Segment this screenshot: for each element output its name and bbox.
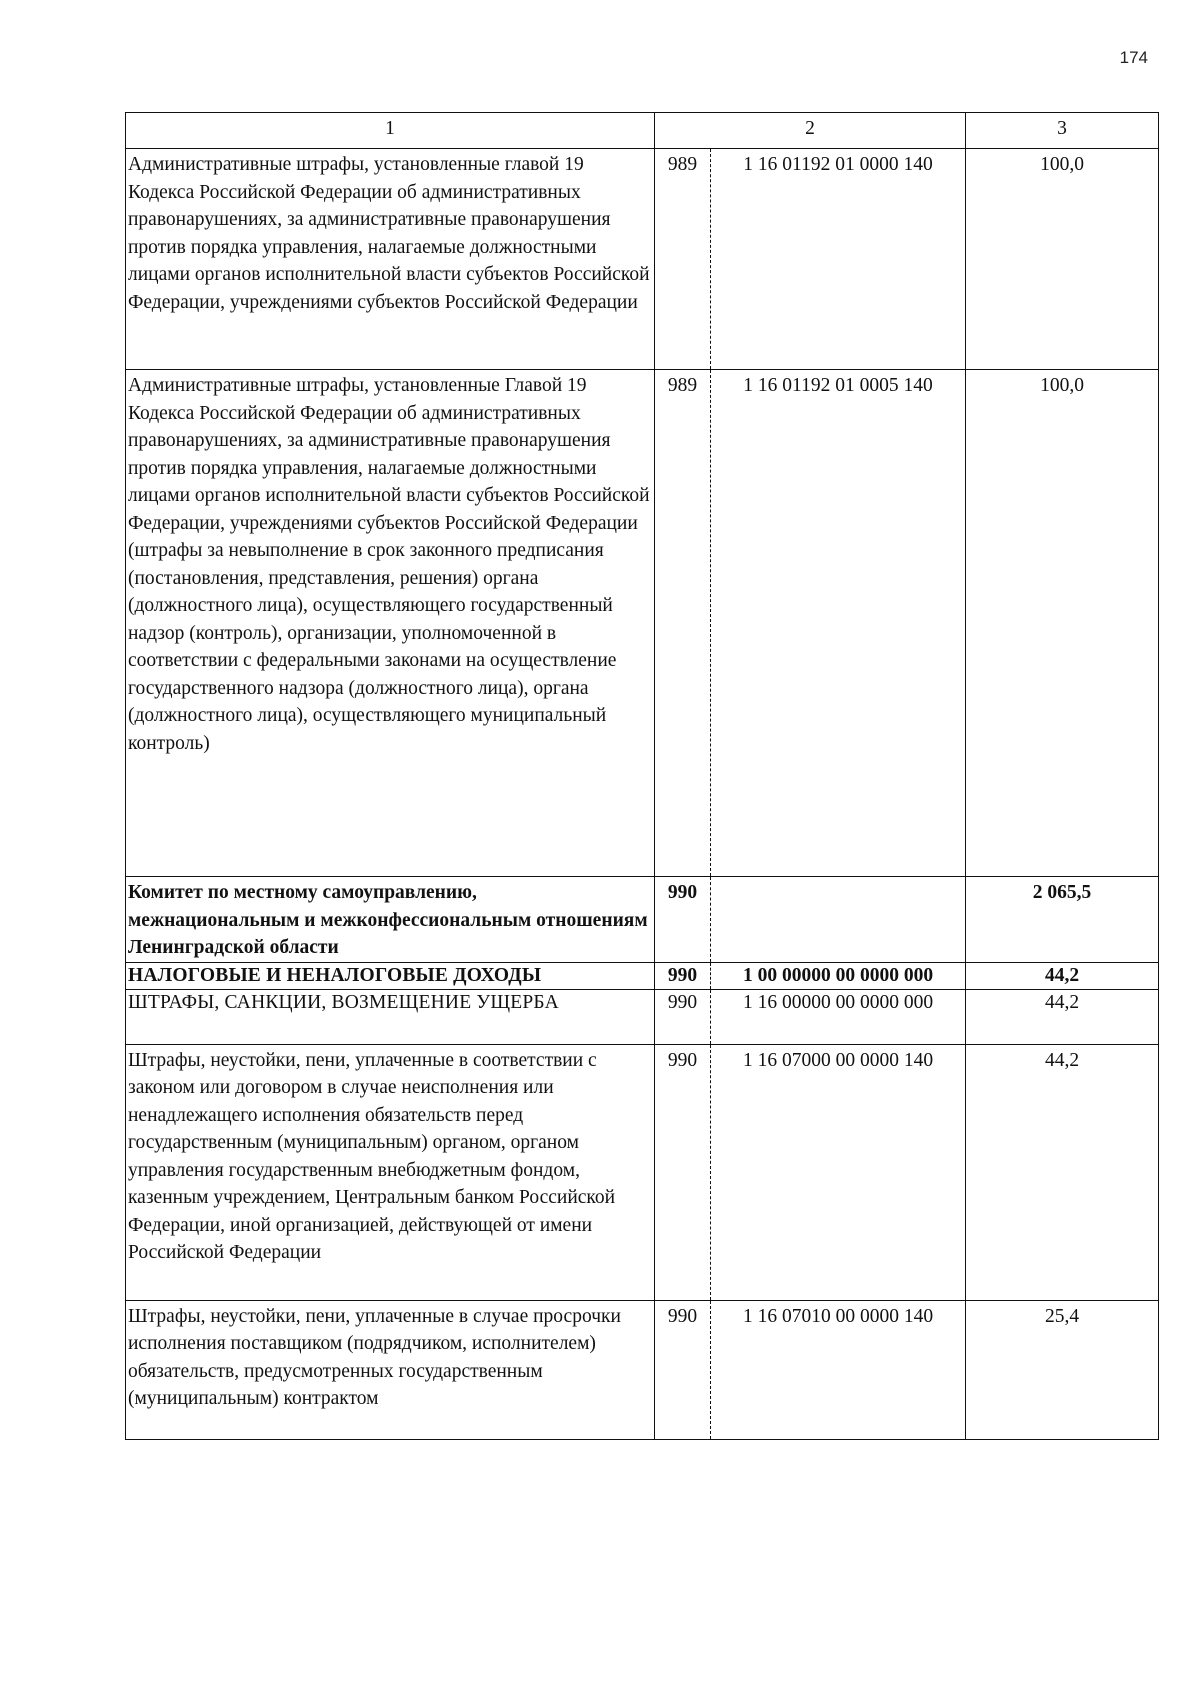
- row-description: Административные штрафы, установленные Главой 19 Кодекса Российской Федерации об административных правонарушениях, за административные правонарушения против порядка управления, налагаемые должностными лицами органов исполнительной власти субъектов Российской Федерации, учреждениями субъектов Российской Федерации (штрафы за невыполнение в срок законного предписания (постановления, представления, решения) органа (должностного лица), осуществляющего государственный надзор (контроль), организации, уполномоченной в соответствии с федеральными законами на осуществление государственного надзора (должностного лица), органа (должностного лица), осуществляющего муниципальный контроль): [128, 375, 650, 754]
- row-sum: 44,2: [1044, 964, 1080, 986]
- table-row: [126, 1044, 1159, 1300]
- row-budget-code: 1 16 07010 00 0000 140: [742, 1305, 934, 1327]
- row-budget-code: 1 16 00000 00 0000 000: [742, 991, 934, 1013]
- row-description: Штрафы, неустойки, пени, уплаченные в соответствии с законом или договором в случае неисполнения или ненадлежащего исполнения обязательств перед государственным (муниципальным) органом, органом управления государственным внебюджетным фондом, казенным учреждением, Центральным банком Российской Федерации, иной организацией, действующей от имени Российской Федерации: [128, 1049, 616, 1263]
- table-row: [126, 149, 1159, 370]
- header-col-1: 1: [126, 113, 655, 149]
- row-sum: 2 065,5: [1032, 882, 1092, 903]
- row-budget-code: 1 16 01192 01 0005 140: [743, 375, 933, 396]
- row-description: НАЛОГОВЫЕ И НЕНАЛОГОВЫЕ ДОХОДЫ: [128, 964, 542, 986]
- row-budget-code: 1 16 07000 00 0000 140: [742, 1049, 934, 1071]
- row-description: Административные штрафы, установленные главой 19 Кодекса Российской Федерации об административных правонарушениях, за административные правонарушения против порядка управления, налагаемые должностными лицами органов исполнительной власти субъектов Российской Федерации, учреждениями субъектов Российской Федерации: [128, 154, 650, 313]
- row-sum: 25,4: [1044, 1305, 1080, 1327]
- row-sum: 100,0: [1040, 375, 1084, 396]
- row-admin-code: 990: [667, 882, 698, 903]
- row-sum: 44,2: [1044, 1049, 1080, 1071]
- table-header-row: [126, 113, 1159, 149]
- row-admin-code: 990: [667, 991, 698, 1013]
- header-col-3: 3: [966, 113, 1159, 149]
- row-admin-code: 990: [667, 1305, 698, 1327]
- page-number: 174: [1119, 48, 1148, 67]
- row-budget-code: [713, 877, 963, 879]
- row-description: Комитет по местному самоуправлению, межнациональным и межконфессиональным отношениям Ленинградской области: [128, 882, 648, 958]
- table-row: [126, 962, 1159, 989]
- table-row: [126, 370, 1159, 877]
- row-description: Штрафы, неустойки, пени, уплаченные в случае просрочки исполнения поставщиком (подрядчиком, исполнителем) обязательств, предусмотренных государственным (муниципальным) контрактом: [128, 1305, 621, 1409]
- row-budget-code: 1 00 00000 00 0000 000: [742, 964, 934, 986]
- row-admin-code: 989: [667, 375, 698, 396]
- row-admin-code: 989: [667, 154, 698, 175]
- row-sum: 44,2: [1044, 991, 1080, 1013]
- revenue-table: [125, 112, 1159, 1440]
- row-admin-code: 990: [667, 964, 698, 986]
- row-admin-code: 990: [667, 1049, 698, 1071]
- row-budget-code: 1 16 01192 01 0000 140: [743, 154, 933, 175]
- table-row: [126, 877, 1159, 963]
- header-col-2: 2: [655, 113, 966, 149]
- table-row: [126, 1300, 1159, 1439]
- table-row: [126, 989, 1159, 1044]
- row-sum: 100,0: [1040, 154, 1084, 175]
- row-description: ШТРАФЫ, САНКЦИИ, ВОЗМЕЩЕНИЕ УЩЕРБА: [128, 991, 559, 1013]
